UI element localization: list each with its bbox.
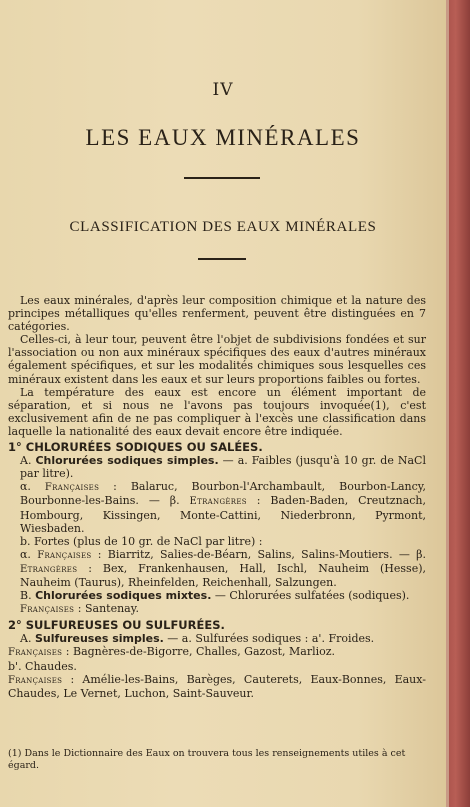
origin-label: Françaises xyxy=(8,647,63,659)
section-title: CLASSIFICATION DES EAUX MINÉRALES xyxy=(69,219,377,235)
label: B. xyxy=(20,589,32,603)
category-2-list-1 xyxy=(8,645,426,659)
origin-label: Etrangères xyxy=(189,496,247,508)
footnote: (1) Dans le Dictionnaire des Eaux on trouvera tous les renseignements utiles à cet égard. xyxy=(8,748,406,771)
prefix: — β. xyxy=(398,547,427,561)
list-text: : Balaruc, Bourbon-l'Archambault, Bourbon-Lancy, Bourbonne-les-Bains. — β. xyxy=(20,480,426,508)
prefix: α. xyxy=(20,480,45,494)
subcategory-name: Chlorurées sodiques mixtes. xyxy=(35,589,212,603)
origin-label: Etrangères xyxy=(20,563,78,575)
origin-label: Françaises xyxy=(44,482,100,494)
list-text: : Bex, Frankenhausen, Hall, Ischl, Nauheim (Hesse), Nauheim (Taurus), Rheinfelden, Reichenhall, Salzungen. xyxy=(20,561,426,589)
category-2-a xyxy=(8,632,426,645)
list-text: : Santenay. xyxy=(74,602,139,616)
category-1-list-2 xyxy=(8,548,426,589)
chapter-number: IV xyxy=(212,80,234,100)
origin-label: Françaises xyxy=(8,674,63,686)
origin-label: Françaises xyxy=(20,604,75,616)
list-text: : Baden-Baden, Creutznach, Hombourg, Kissingen, Monte-Cattini, Niederbronn, Pyrmont, Wiesbaden. xyxy=(20,494,426,535)
category-1-list-3 xyxy=(8,602,426,616)
paragraph-3: La température des eaux est encore un élément important de séparation, et si nous ne l'avons pas toujours invoquée(1), c'est exclusivement afin de ne pas compliquer à l'excès une classification dans laquelle la nationalité des eaux devait encore être indiquée. xyxy=(8,385,426,438)
book-edge xyxy=(446,0,470,807)
prefix: α. xyxy=(20,547,38,561)
chapter-title: LES EAUX MINÉRALES xyxy=(85,125,361,150)
section-rule xyxy=(198,258,246,260)
subcategory-desc: — a. Faibles (jusqu'à 10 gr. de NaCl par litre). xyxy=(20,454,426,481)
subcategory-desc: — Chlorurées sulfatées (sodiques). xyxy=(211,589,410,603)
category-1-heading: 1° CHLORURÉES SODIQUES OU SALÉES. xyxy=(8,440,263,455)
origin-label: Françaises xyxy=(37,549,92,561)
subcategory-name: Sulfureuses simples. xyxy=(34,632,164,646)
subcategory-name: Chlorurées sodiques simples. xyxy=(35,454,219,468)
subcategory-desc: — a. Sulfurées sodiques : a'. Froides. xyxy=(163,632,375,646)
list-text: : Bagnères-de-Bigorre, Challes, Gazost, Marlioz. xyxy=(62,645,336,659)
category-1-a xyxy=(8,454,426,480)
label: A. xyxy=(20,454,32,468)
title-rule xyxy=(184,177,260,179)
category-1-b2 xyxy=(8,589,426,602)
paragraph-2: Celles-ci, à leur tour, peuvent être l'objet de subdivisions fondées et sur l'association ou non aux minéraux spécifiques des eaux d'autres minéraux également spécifiques, et sur les modalités chimiques sous lesquelles ces minéraux existent dans les eaux et sur leurs proportions faibles ou fortes. xyxy=(8,333,426,386)
category-2-b: b'. Chaudes. xyxy=(8,659,77,673)
list-text: : Amélie-les-Bains, Barèges, Cauterets, Eaux-Bonnes, Eaux-Chaudes, Le Vernet, Luchon, Saint-Sauveur. xyxy=(8,672,426,700)
category-2-heading: 2° SULFUREUSES OU SULFURÉES. xyxy=(8,618,225,633)
category-1-list-1 xyxy=(8,480,426,534)
category-1-b: b. Fortes (plus de 10 gr. de NaCl par litre) : xyxy=(20,534,263,548)
paragraph-1: Les eaux minérales, d'après leur composition chimique et la nature des principes métalliques qu'elles renferment, peuvent être distinguées en 7 catégories. xyxy=(8,294,426,334)
label: A. xyxy=(20,632,32,646)
list-text: : Biarritz, Salies-de-Béarn, Salins, Salins-Moutiers. xyxy=(91,547,393,561)
category-2-list-2 xyxy=(8,673,426,700)
body-text xyxy=(8,294,426,700)
